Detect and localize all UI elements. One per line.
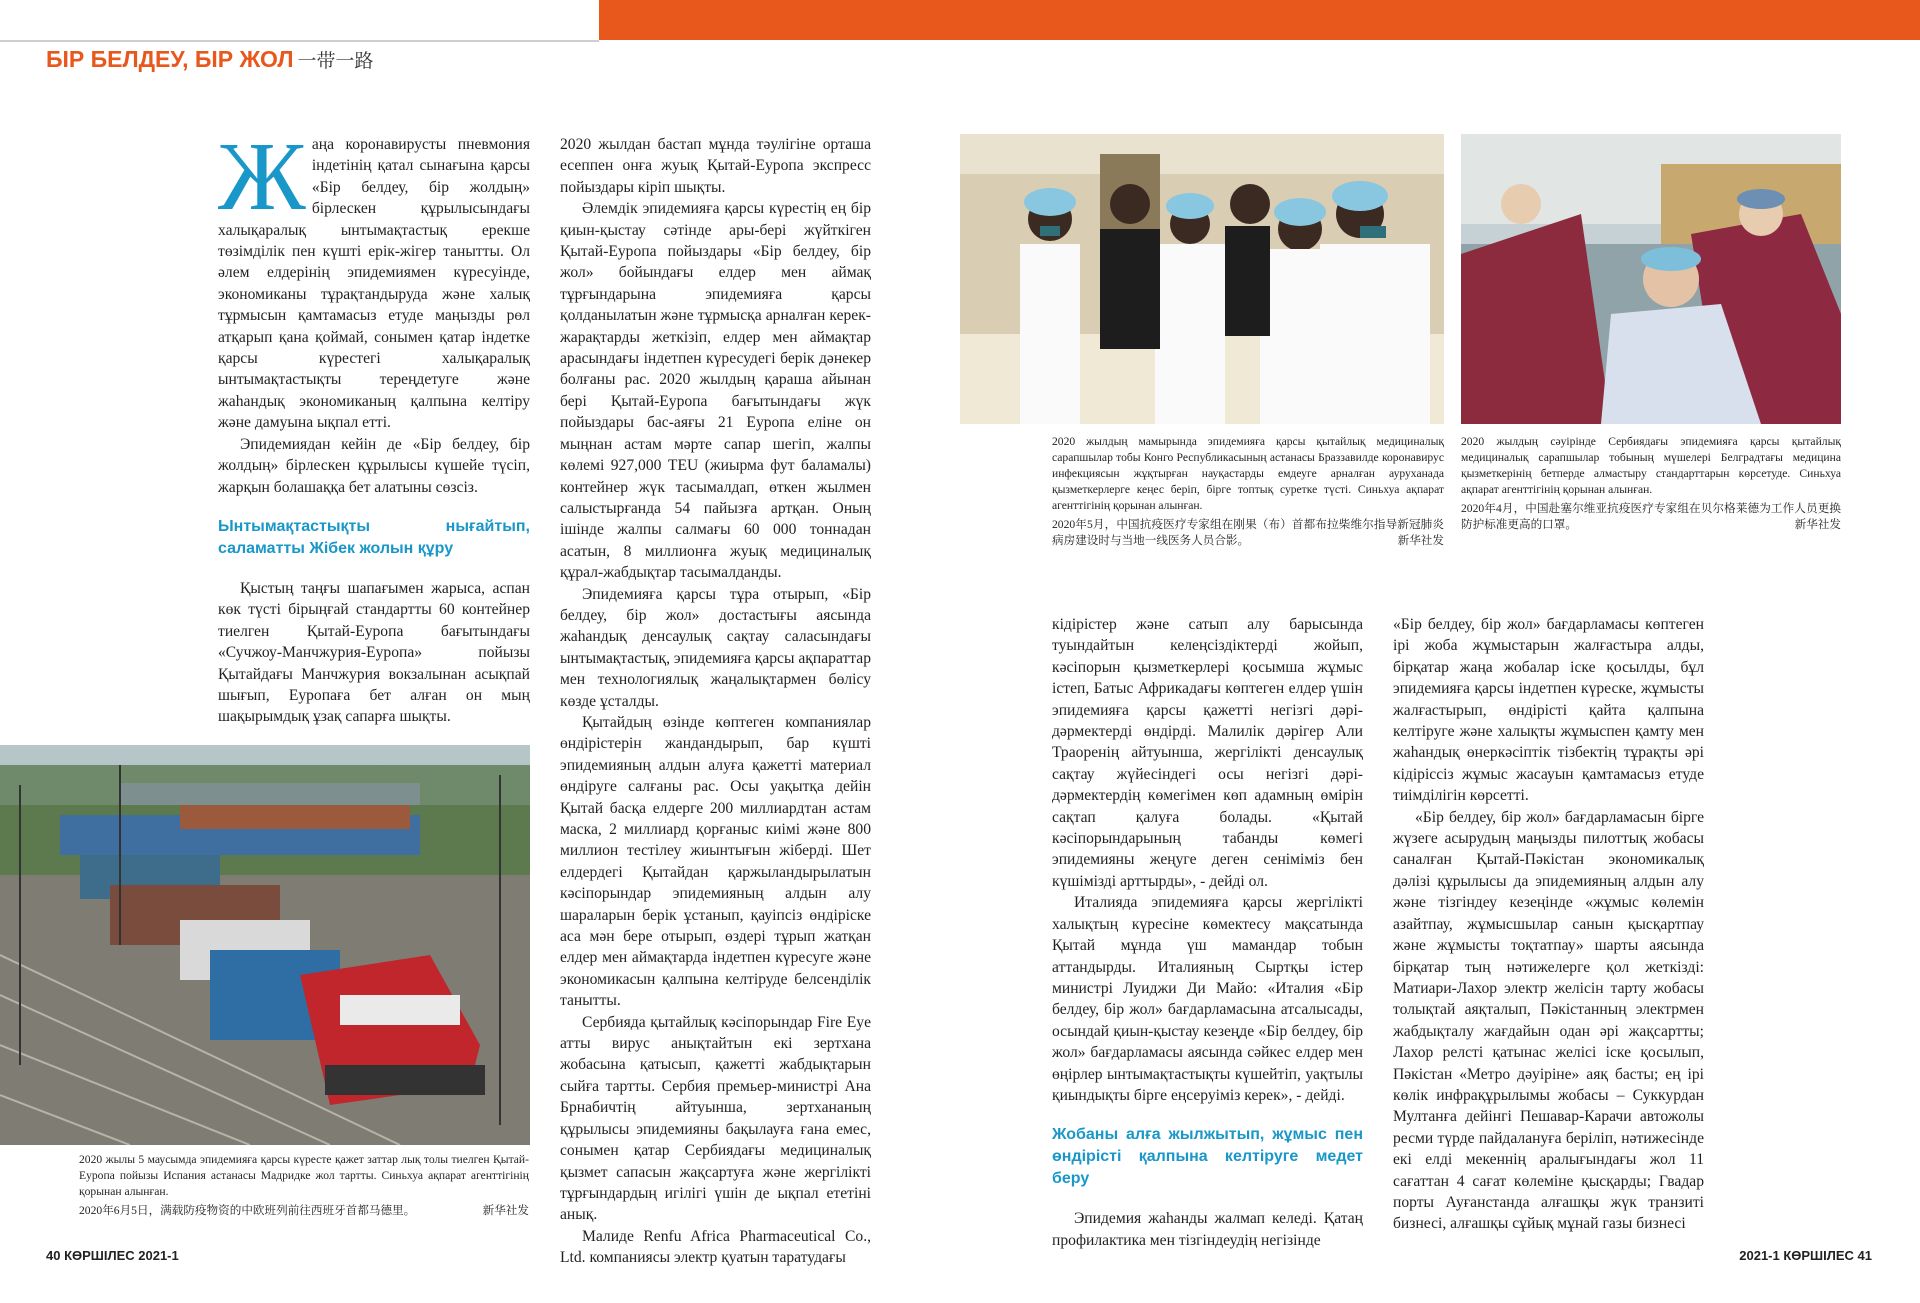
caption-source: 新华社发 bbox=[1794, 518, 1841, 531]
paragraph: Эпидемияға қарсы тұра отырып, «Бір белдеу, бір жол» достастығы аясында жаһандық денсаулық сақтау саласындағы ынтымақтастық, эпидемияға қарсы ақпараттар мен технологиялық жаңалықтармен бөлісу көзде ұсталды. bbox=[560, 585, 871, 710]
caption-source: 新华社发 bbox=[1397, 534, 1444, 547]
column-1 bbox=[218, 123, 530, 728]
paragraph: 2020 жылдан бастап мұнда тәулігіне орташа есеппен онға жуық Қытай-Еуропа экспресс пойыздары кіріп шықты. bbox=[560, 136, 871, 196]
caption-zh: 2020年6月5日，满载防疫物资的中欧班列前往西班牙首都马德里。 新华社发 bbox=[79, 1204, 529, 1217]
caption-text: 2020 жылдың мамырында эпидемияға қарсы қытайлық медициналық сарапшылар тобы Конго Республикасының астанасы Браззавилде коронавирус инфекциясын жұқтырған науқастарды емдеуге арналған ауруханада қызметкерлерге кеңес беріп, бірге топтық суретке түсті. Синьхуа ақпарат агенттігінің қорынан алынған. bbox=[1052, 435, 1444, 512]
train-caption bbox=[79, 1152, 529, 1219]
section-title-zh: 一带一路 bbox=[297, 51, 374, 72]
subheading: Ынтымақтастықты нығайтып, саламатты Жібек жолын құру bbox=[218, 517, 530, 557]
caption-zh: 2020年5月，中国抗疫医疗专家组在刚果（布）首都布拉柴维尔指导新冠肺炎病房建设时与当地一线医务人员合影。 新华社发 bbox=[1052, 518, 1444, 547]
section-title: БІР БЕЛДЕУ, БІР ЖОЛ bbox=[46, 46, 294, 72]
paragraph: кідірістер және сатып алу барысында туындайтын келеңсіздіктерді жойып, кәсіпорын қызметкерлері қосымша жұмыс істеп, Батыс Африкадағы көптеген елдер үшін эпидемияға қарсы қажетті негізгі дәрі-дәрмектерді өндірді. Малилік дәрігер Али Траоренің айтуынша, жергілікті денсаулық сақтау жүйесіндегі осы негізгі дәрі-дәрмектердің көмегімен көп адамның өмірін сақтап қалуға болады. «Қытай кәсіпорындарының табанды көмегі эпидемияны жеңуге деген сеніміміз бен күшімізді арттырды», - дейді ол. bbox=[1052, 616, 1363, 890]
caption-source: 新华社发 bbox=[482, 1204, 529, 1217]
paragraph: Эпидемиядан кейін де «Бір белдеу, бір жолдың» бірлескен құрылысы күшейе түсіп, жарқын болашаққа бет алатыны сөзсіз. bbox=[218, 435, 530, 496]
paragraph: «Бір белдеу, бір жол» бағдарламасы көптеген ірі жоба жұмыстарын жалғастыра алды, бірқатар жаңа жобалар іске қосылды, бұл эпидемияға қарсы індетпен күреске, жұмысты жалғастырып, өндірісті қайта қалпына келтіруге және халықты жұмыспен қамту мен жаһандық өнеркәсіптік тізбектің тұрақты әрі кідіріссіз жұмыс жасауын қамтамасыз етуде тиімділігін көрсетті. bbox=[1393, 616, 1704, 805]
footer-right: 2021-1 КӨРШІЛЕС 41 bbox=[1739, 1248, 1872, 1263]
top-rule bbox=[0, 40, 599, 42]
column-4 bbox=[1393, 614, 1704, 1235]
paragraph: Италияда эпидемияға қарсы жергілікті халықтың күресіне көмектесу мақсатында Қытай мұнда үш мамандар тобын аттандырды. Италияның Сыртқы істер министрі Луиджи Ди Майо: «Италия «Бір белдеу, бір жол» бағдарламасына атсалысады, осындай қиын-қыстау кезеңде «Бір белдеу, бір жол» бағдарламасы аясында сәйкес елдер мен өңірлер ынтымақтастықты күшейтіп, уақтылы қиындықты бірге еңсеруіміз керек», - дейді. bbox=[1052, 894, 1363, 1104]
caption-zh: 2020年4月，中国赴塞尔维亚抗疫医疗专家组在贝尔格莱德为工作人员更换防护标准更高的口罩。 新华社发 bbox=[1461, 502, 1841, 531]
column-3 bbox=[1052, 614, 1363, 1251]
column-2 bbox=[560, 134, 871, 1269]
paragraph: «Бір белдеу, бір жол» бағдарламасын бірге жүзеге асырудың маңызды пилоттық жобасы саналған Қытай-Пәкістан экономикалық дәлізі құрылысы да эпидемияның алдын алу және тізгіндеу кезеңінде «жұмыс көлемін азайтпау, жұмысшылар санын қысқартпау және жұмысты тоқтатпау» шарты аясында бірқатар тың нәтижелерге қол жеткізді: Матиари-Лахор электр желісін тарту жобасы толықтай аяқталып, Пәкістанның электрмен жабдықталу жағдайын одан әрі жақсартты; Лахор релсті қатынас желісі іске қосылып, Пәкістан «Метро дәуіріне» аяқ басты; ең ірі көлік инфрақұрылымы жобасы – Суккурдан Мултанға дейінгі Пешавар-Карачи автожолы ресми түрде пайдалануға беріліп, нәтижесінде екі елді мекеннің аралығындағы жол 11 сағаттан 4 сағат көлеміне қысқарды; Гвадар порты Ауғанстанда алғашқы жүк транзиті бизнесі, алғашқы сұйық мұнай газы бизнесі bbox=[1393, 808, 1704, 1233]
paragraph: Қытайдың өзінде көптеген компаниялар өндірістерін жандандырып, бар күшті эпидемияның алдын алуға қажетті материал өндіруге салғаны рас. Осы уақытқа дейін Қытай басқа елдерге 200 миллиардтан астам маска, 2 миллиард қорғаныс киімі және 800 миллион тестілеу жиынтығын жіберді. Шет елдердегі Қытайдан қаржыландырылатын кәсіпорындар эпидемияның алдын алу шараларын берік ұстанып, қауіпсіз өндіріске аса мән бере отырып, өздері тұрып жатқан елдер мен аймақтарда індетпен күресуге және экономикасын қалпына келтіруде белсенділік танытты. bbox=[560, 713, 871, 1010]
congo-caption bbox=[1052, 434, 1444, 549]
paragraph: Сербияда қытайлық кәсіпорындар Fire Eye атты вирус анықтайтын екі зертхана жобасына қатысып, қажетті жабдықтарын сыйға тартты. Сербия премьер-министрі Ана Брнабичтің айтуынша, зертхананың құрылысы эпидемияны бақылауға ғана емес, сонымен қатар Сербиядағы медициналық қызмет сапасын жақсартуға және жергілікті тұрғындардың игілігі үшін де ықпал ететіні анық. bbox=[560, 1013, 871, 1224]
serbia-caption bbox=[1461, 434, 1841, 533]
footer-left: 40 КӨРШІЛЕС 2021-1 bbox=[46, 1248, 179, 1263]
section-header bbox=[46, 46, 374, 73]
paragraph: Әлемдік эпидемияға қарсы күрестің ең бір қиын-қыстау сәтінде ары-бері жүйткіген Қытай-Еуропа пойыздары «Бір белдеу, бір жол» бойындағы елдер мен аймақ тұрғындарына эпидемияға қарсы қолданылатын және тұрмысқа арналған керек-жарақтарды жеткізіп, елдер мен аймақтар арасындағы індетпен күресудегі берік дәнекер болғаны рас. 2020 жылдың қараша айынан бері Қытай-Еуропа бағытындағы жүк пойыздары бас-аяғы 21 Еуропа еліне он мыңнан астам мәрте сапар шегіп, жалпы көлемі 927,000 TEU (жиырма фут баламалы) контейнер жүк тасымалдап, өткен жылмен салыстырғанда 54 пайызға артқан. Оның ішінде жалпы салмағы 60 000 тоннадан асатын, 8 миллионға жуық медициналық құрал-жабдықтар тасымалданды. bbox=[560, 200, 871, 582]
caption-text: 2020 жылы 5 маусымда эпидемияға қарсы күресте қажет заттар лық толы тиелген Қытай-Еуропа пойызы Испания астанасы Мадридке жол тартты. Синьхуа ақпарат агенттігінің қорынан алынған. bbox=[79, 1153, 529, 1198]
congo-medical-team-photo bbox=[960, 134, 1444, 424]
paragraph: Қыстың таңғы шапағымен жарыса, аспан көк түсті бірыңғай стандартты 60 контейнер тиелген Қытай-Еуропа бағытындағы «Сучжоу-Манчжурия-Еуропа» пойызы Қытайдағы Манчжурия вокзалынан асықпай шығып, Еуропаға бет алған он мың шақырымдық ұзақ сапарға шықты. bbox=[218, 579, 530, 726]
paragraph: Жаңа коронавирусты пневмония індетінің қатал сынағына қарсы «Бір белдеу, бір жолдың» бірлескен құрылысындағы халықаралық ынтымақтастық ерекше төзімділік пен күшті ерік-жігер танытты. Ол әлем елдерінің эпидемиямен күресуінде, экономиканы тұрақтандыруда және халық тұрмысын қамтамасыз етуде маңызды рөл атқарып қана қоймай, сонымен қатар індетке қарсы күрестегі халықаралық ынтымақтастықты тереңдетуге және жаһандық экономиканың қалпына келтіру және дамуына ықпал етті. bbox=[218, 123, 530, 432]
train-photo bbox=[0, 745, 530, 1145]
paragraph: Малиде Renfu Africa Pharmaceutical Co., Ltd. компаниясы электр қуатын таратудағы bbox=[560, 1227, 871, 1267]
paragraph: Эпидемия жаһанды жалмап келеді. Қатаң профилактика мен тізгіндеудің негізінде bbox=[1052, 1210, 1363, 1249]
top-orange-bar bbox=[599, 0, 1920, 40]
serbia-medical-team-photo bbox=[1461, 134, 1841, 424]
drop-cap: Ж bbox=[218, 123, 306, 231]
caption-text: 2020 жылдың сәуірінде Сербиядағы эпидемияға қарсы қытайлық медициналық сарапшылар тобының мүшелері Белградтағы медицина қызметкерінің бетперде алмастыру стандарттарын көрсетуде. Синьхуа ақпарат агенттігінің қорынан алынған. bbox=[1461, 435, 1841, 496]
subheading: Жобаны алға жылжытып, жұмыс пен өндірісті қалпына келтіруге медет беру bbox=[1052, 1126, 1363, 1188]
